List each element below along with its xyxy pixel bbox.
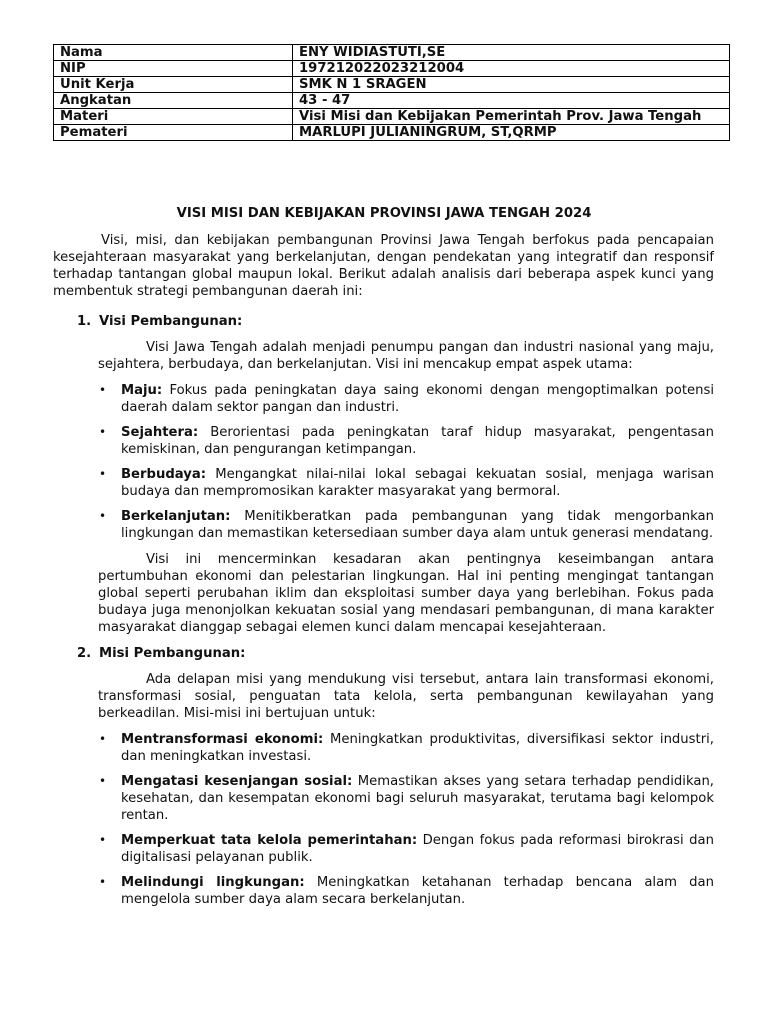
list-item bbox=[121, 874, 714, 908]
section-title: Misi Pembangunan: bbox=[99, 646, 246, 661]
section-title: Visi Pembangunan: bbox=[99, 314, 243, 329]
row-value: 197212022023212004 bbox=[293, 61, 730, 77]
row-label: Angkatan bbox=[54, 93, 293, 109]
table-row bbox=[54, 45, 730, 61]
list-item bbox=[121, 508, 714, 542]
bullet-term: Berkelanjutan: bbox=[121, 509, 231, 524]
row-value: Visi Misi dan Kebijakan Pemerintah Prov. Jawa Tengah bbox=[293, 109, 730, 125]
row-label: Materi bbox=[54, 109, 293, 125]
bullet-text: Menitikberatkan pada pembangunan yang tidak mengorbankan lingkungan dan memastikan ketersediaan sumber daya alam untuk generasi mendatang. bbox=[121, 509, 714, 541]
section-number: 1. bbox=[77, 314, 92, 329]
bullet-text: Meningkatkan produktivitas, diversifikasi sektor industri, dan meningkatkan investasi. bbox=[121, 732, 714, 764]
list-item bbox=[121, 731, 714, 765]
bullet-term: Memperkuat tata kelola pemerintahan: bbox=[121, 833, 418, 848]
row-label: Nama bbox=[54, 45, 293, 61]
table-row bbox=[54, 61, 730, 77]
section-paragraph: Ada delapan misi yang mendukung visi tersebut, antara lain transformasi ekonomi, transformasi sosial, penguatan tata kelola, serta pembangunan kewilayahan yang berkeadilan. Misi-misi ini bertujuan untuk: bbox=[98, 672, 714, 721]
document-title: VISI MISI DAN KEBIJAKAN PROVINSI JAWA TENGAH 2024 bbox=[176, 206, 592, 221]
bullet-text: Mengangkat nilai-nilai lokal sebagai kekuatan sosial, menjaga warisan budaya dan mempromosikan karakter masyarakat yang bermoral. bbox=[121, 467, 714, 499]
bullet-text: Berorientasi pada peningkatan taraf hidup masyarakat, pengentasan kemiskinan, dan pengurangan ketimpangan. bbox=[121, 425, 714, 457]
bullet-term: Mengatasi kesenjangan sosial: bbox=[121, 774, 353, 789]
list-item bbox=[121, 832, 714, 866]
row-label: Pemateri bbox=[54, 125, 293, 141]
section-heading bbox=[77, 645, 714, 662]
bullet-text: Memastikan akses yang setara terhadap pendidikan, kesehatan, dan kesempatan ekonomi bagi seluruh masyarakat, terutama bagi kelompok rentan. bbox=[121, 774, 714, 823]
list-item bbox=[121, 424, 714, 458]
bullet-term: Maju: bbox=[121, 383, 163, 398]
identity-table bbox=[53, 44, 730, 141]
bullet-text: Dengan fokus pada reformasi birokrasi dan digitalisasi pelayanan publik. bbox=[121, 833, 714, 865]
document-body bbox=[53, 232, 714, 908]
list-item bbox=[121, 773, 714, 824]
row-label: NIP bbox=[54, 61, 293, 77]
list-item bbox=[121, 382, 714, 416]
bullet-term: Melindungi lingkungan: bbox=[121, 875, 305, 890]
bullet-text: Meningkatkan ketahanan terhadap bencana alam dan mengelola sumber daya alam secara berkelanjutan. bbox=[121, 875, 714, 907]
bullet-text: Fokus pada peningkatan daya saing ekonomi dengan mengoptimalkan potensi daerah dalam sektor pangan dan industri. bbox=[121, 383, 714, 415]
section-number: 2. bbox=[77, 646, 92, 661]
table-row bbox=[54, 77, 730, 93]
row-value: SMK N 1 SRAGEN bbox=[293, 77, 730, 93]
section-heading bbox=[77, 313, 714, 330]
bullet-term: Mentransformasi ekonomi: bbox=[121, 732, 324, 747]
row-label: Unit Kerja bbox=[54, 77, 293, 93]
intro-paragraph: Visi, misi, dan kebijakan pembangunan Provinsi Jawa Tengah berfokus pada pencapaian kesejahteraan masyarakat yang berkelanjutan, dengan pendekatan yang integratif dan responsif terhadap tantangan global maupun lokal. Berikut adalah analisis dari beberapa aspek kunci yang membentuk strategi pembangunan daerah ini: bbox=[53, 233, 714, 299]
row-value: MARLUPI JULIANINGRUM, ST,QRMP bbox=[293, 125, 730, 141]
bullet-term: Berbudaya: bbox=[121, 467, 207, 482]
table-row bbox=[54, 125, 730, 141]
section-paragraph: Visi Jawa Tengah adalah menjadi penumpu pangan dan industri nasional yang maju, sejahtera, berbudaya, dan berkelanjutan. Visi ini mencakup empat aspek utama: bbox=[98, 340, 714, 372]
row-value: ENY WIDIASTUTI,SE bbox=[293, 45, 730, 61]
list-item bbox=[121, 466, 714, 500]
row-value: 43 - 47 bbox=[293, 93, 730, 109]
table-row bbox=[54, 109, 730, 125]
bullet-list bbox=[121, 382, 714, 542]
section-paragraph: Visi ini mencerminkan kesadaran akan pentingnya keseimbangan antara pertumbuhan ekonomi dan pelestarian lingkungan. Hal ini penting mengingat tantangan global seperti perubahan iklim dan eksploitasi sumber daya yang berlebihan. Fokus pada budaya juga menonjolkan kekuatan sosial yang mendasari pembangunan, di mana karakter masyarakat dianggap sebagai elemen kunci dalam mencapai kesejahteraan. bbox=[98, 552, 714, 635]
bullet-term: Sejahtera: bbox=[121, 425, 199, 440]
table-row bbox=[54, 93, 730, 109]
bullet-list bbox=[121, 731, 714, 908]
